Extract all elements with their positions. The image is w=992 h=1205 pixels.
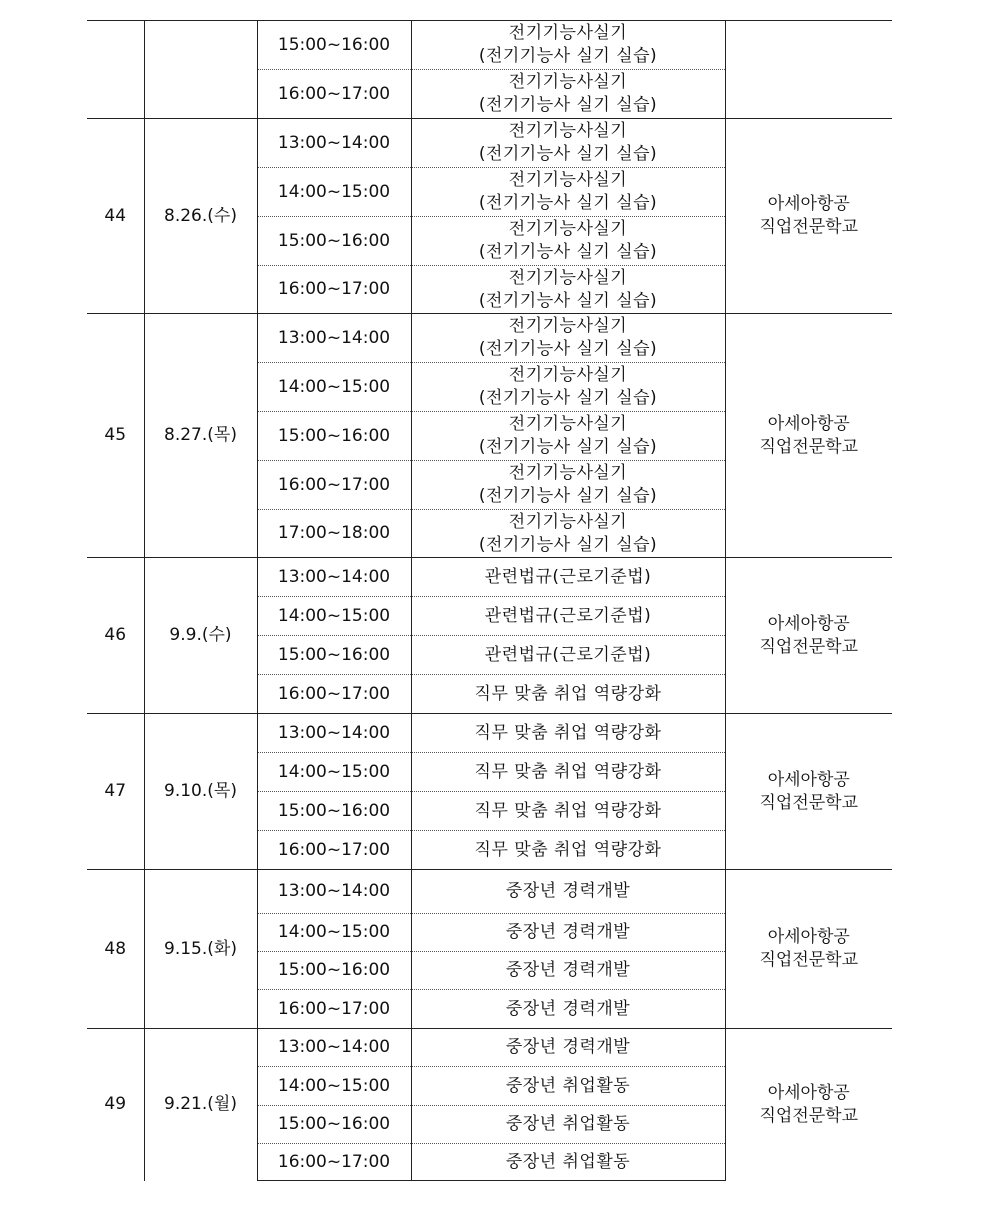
slot-subject: 전기기능사실기 (전기기능사 실기 실습) bbox=[411, 70, 725, 119]
schedule-row bbox=[87, 1029, 892, 1067]
slot-time: 16:00~17:00 bbox=[257, 831, 411, 870]
session-venue bbox=[725, 21, 892, 119]
schedule-row bbox=[87, 314, 892, 363]
schedule-row bbox=[87, 21, 892, 70]
session-venue: 아세아항공 직업전문학교 bbox=[725, 870, 892, 1029]
slot-time: 16:00~17:00 bbox=[257, 1144, 411, 1181]
slot-time: 15:00~16:00 bbox=[257, 1106, 411, 1144]
slot-time: 14:00~15:00 bbox=[257, 597, 411, 636]
session-venue: 아세아항공 직업전문학교 bbox=[725, 314, 892, 558]
session-venue: 아세아항공 직업전문학교 bbox=[725, 1029, 892, 1181]
slot-subject: 직무 맞춤 취업 역량강화 bbox=[411, 753, 725, 792]
schedule-row bbox=[87, 119, 892, 168]
slot-time: 15:00~16:00 bbox=[257, 952, 411, 990]
slot-time: 16:00~17:00 bbox=[257, 266, 411, 314]
slot-time: 14:00~15:00 bbox=[257, 914, 411, 952]
slot-time: 16:00~17:00 bbox=[257, 990, 411, 1029]
slot-subject: 전기기능사실기 (전기기능사 실기 실습) bbox=[411, 412, 725, 461]
slot-subject: 직무 맞춤 취업 역량강화 bbox=[411, 831, 725, 870]
slot-time: 14:00~15:00 bbox=[257, 1067, 411, 1106]
slot-subject: 중장년 취업활동 bbox=[411, 1144, 725, 1181]
session-date: 9.15.(화) bbox=[144, 870, 257, 1029]
session-number: 47 bbox=[87, 714, 144, 870]
slot-subject: 관련법규(근로기준법) bbox=[411, 558, 725, 597]
session-number bbox=[87, 21, 144, 119]
slot-subject: 중장년 경력개발 bbox=[411, 990, 725, 1029]
slot-time: 13:00~14:00 bbox=[257, 714, 411, 753]
slot-time: 15:00~16:00 bbox=[257, 217, 411, 266]
slot-subject: 관련법규(근로기준법) bbox=[411, 597, 725, 636]
slot-subject: 전기기능사실기 (전기기능사 실기 실습) bbox=[411, 363, 725, 412]
session-number: 45 bbox=[87, 314, 144, 558]
schedule-table bbox=[87, 20, 892, 1181]
slot-time: 16:00~17:00 bbox=[257, 675, 411, 714]
session-number: 44 bbox=[87, 119, 144, 314]
slot-subject: 전기기능사실기 (전기기능사 실기 실습) bbox=[411, 266, 725, 314]
slot-subject: 직무 맞춤 취업 역량강화 bbox=[411, 792, 725, 831]
slot-subject: 전기기능사실기 (전기기능사 실기 실습) bbox=[411, 168, 725, 217]
session-venue: 아세아항공 직업전문학교 bbox=[725, 714, 892, 870]
slot-subject: 전기기능사실기 (전기기능사 실기 실습) bbox=[411, 461, 725, 510]
session-number: 48 bbox=[87, 870, 144, 1029]
session-date bbox=[144, 21, 257, 119]
slot-subject: 중장년 취업활동 bbox=[411, 1106, 725, 1144]
slot-subject: 중장년 취업활동 bbox=[411, 1067, 725, 1106]
slot-time: 14:00~15:00 bbox=[257, 363, 411, 412]
slot-time: 13:00~14:00 bbox=[257, 119, 411, 168]
slot-time: 13:00~14:00 bbox=[257, 870, 411, 914]
schedule-row bbox=[87, 870, 892, 914]
slot-time: 16:00~17:00 bbox=[257, 70, 411, 119]
session-date: 9.21.(월) bbox=[144, 1029, 257, 1181]
session-date: 8.26.(수) bbox=[144, 119, 257, 314]
session-number: 46 bbox=[87, 558, 144, 714]
slot-subject: 전기기능사실기 (전기기능사 실기 실습) bbox=[411, 314, 725, 363]
slot-subject: 전기기능사실기 (전기기능사 실기 실습) bbox=[411, 510, 725, 558]
slot-time: 13:00~14:00 bbox=[257, 558, 411, 597]
slot-time: 15:00~16:00 bbox=[257, 21, 411, 70]
slot-time: 14:00~15:00 bbox=[257, 168, 411, 217]
slot-subject: 중장년 경력개발 bbox=[411, 870, 725, 914]
session-date: 9.10.(목) bbox=[144, 714, 257, 870]
slot-subject: 중장년 경력개발 bbox=[411, 1029, 725, 1067]
slot-subject: 중장년 경력개발 bbox=[411, 952, 725, 990]
session-number: 49 bbox=[87, 1029, 144, 1181]
slot-time: 15:00~16:00 bbox=[257, 636, 411, 675]
slot-time: 13:00~14:00 bbox=[257, 1029, 411, 1067]
session-venue: 아세아항공 직업전문학교 bbox=[725, 119, 892, 314]
schedule-body bbox=[87, 21, 892, 1181]
session-venue: 아세아항공 직업전문학교 bbox=[725, 558, 892, 714]
slot-subject: 전기기능사실기 (전기기능사 실기 실습) bbox=[411, 119, 725, 168]
slot-subject: 전기기능사실기 (전기기능사 실기 실습) bbox=[411, 217, 725, 266]
session-date: 9.9.(수) bbox=[144, 558, 257, 714]
slot-time: 17:00~18:00 bbox=[257, 510, 411, 558]
slot-time: 13:00~14:00 bbox=[257, 314, 411, 363]
schedule-row bbox=[87, 714, 892, 753]
slot-time: 16:00~17:00 bbox=[257, 461, 411, 510]
slot-subject: 전기기능사실기 (전기기능사 실기 실습) bbox=[411, 21, 725, 70]
slot-subject: 중장년 경력개발 bbox=[411, 914, 725, 952]
slot-subject: 직무 맞춤 취업 역량강화 bbox=[411, 675, 725, 714]
slot-time: 14:00~15:00 bbox=[257, 753, 411, 792]
slot-time: 15:00~16:00 bbox=[257, 412, 411, 461]
session-date: 8.27.(목) bbox=[144, 314, 257, 558]
slot-subject: 관련법규(근로기준법) bbox=[411, 636, 725, 675]
schedule-row bbox=[87, 558, 892, 597]
slot-subject: 직무 맞춤 취업 역량강화 bbox=[411, 714, 725, 753]
slot-time: 15:00~16:00 bbox=[257, 792, 411, 831]
